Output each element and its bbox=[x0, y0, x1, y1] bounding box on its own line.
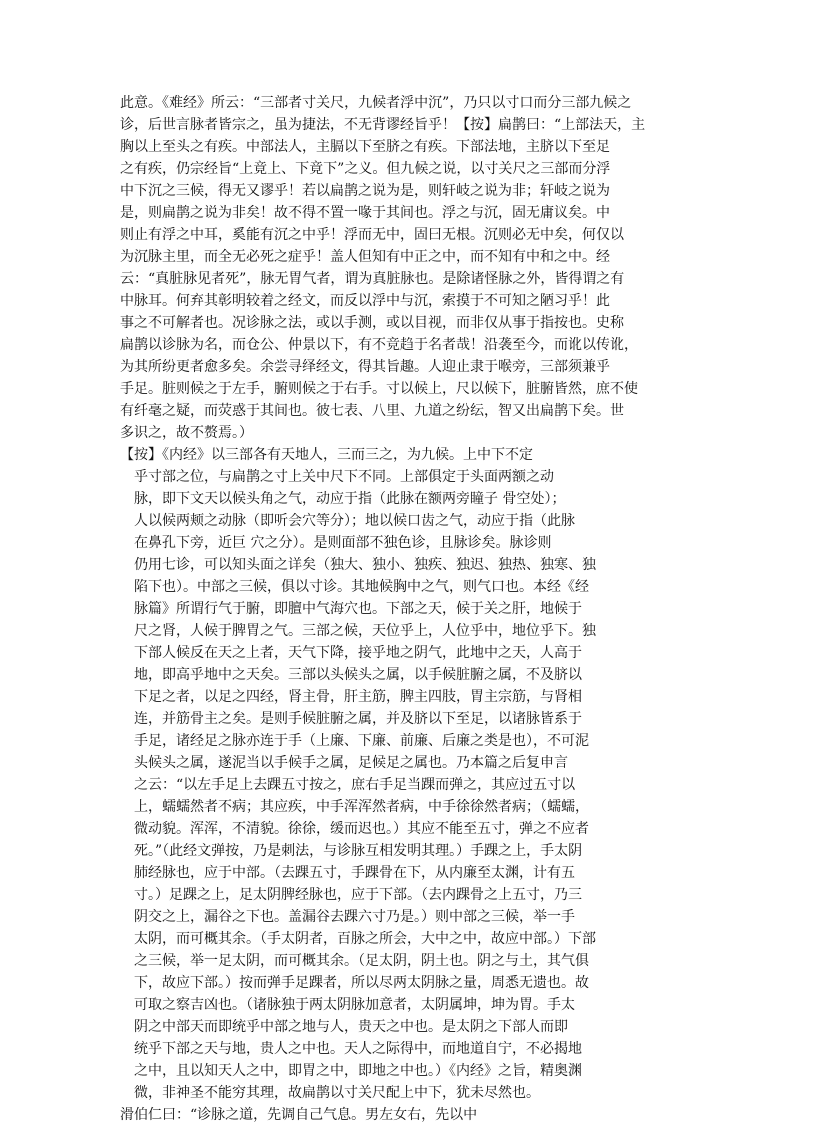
text-line: 扁鹊以诊脉为名，而仓公、仲景以下，有不竞趋于名者哉！沿袭至今，而讹以传讹， bbox=[120, 337, 638, 353]
text-line: 之云：“以左手足上去踝五寸按之，庶右手足当踝而弹之，其应过五寸以 bbox=[134, 777, 576, 793]
text-line: 上，蠕蠕然者不病；其应疾，中手浑浑然者病，中手徐徐然者病；（蠕蠕， bbox=[134, 799, 589, 815]
text-line: 事之不可解者也。况诊脉之法，或以手测，或以目视，而非仅从事于指按也。史称 bbox=[120, 315, 624, 331]
text-line: 脉，即下文天以候头角之气，动应于指（此脉在额两旁瞳子 骨空处）； bbox=[134, 491, 566, 507]
text-line: 连，并筋骨主之矣。是则手候脏腑之属，并及脐以下至足，以诸脉皆系于 bbox=[134, 711, 582, 727]
text-line: 头候头之属，遂泥当以手候手之属，足候足之属也。乃本篇之后复申言 bbox=[134, 755, 568, 771]
text-line: 脉篇》所谓行气于腑，即膻中气海穴也。下部之天，候于关之肝，地候于 bbox=[134, 601, 582, 617]
text-line: 太阴，而可概其余。（手太阴者，百脉之所会，大中之中，故应中部。）下部 bbox=[134, 931, 596, 947]
text-line: 阴之中部天而即统乎中部之地与人，贵天之中也。是太阴之下部人而即 bbox=[134, 1019, 568, 1035]
text-line: 胸以上至头之有疾。中部法人，主膈以下至脐之有疾。下部法地，主脐以下至足 bbox=[120, 139, 610, 155]
text-line: 寸。）足踝之上，足太阴脾经脉也，应于下部。（去内踝骨之上五寸，乃三 bbox=[134, 887, 582, 903]
text-line: 死。”（此经文弹按，乃是刺法，与诊脉互相发明其理。）手踝之上，手太阴 bbox=[134, 843, 583, 859]
text-line: 中下沉之三候，得无又谬乎！若以扁鹊之说为是，则轩岐之说为非；轩岐之说为 bbox=[120, 183, 610, 199]
text-line: 下足之者，以足之四经，肾主骨，肝主筋，脾主四肢，胃主宗筋，与肾相 bbox=[134, 689, 582, 705]
text-line: 手足，诸经足之脉亦连于手（上廉、下廉、前廉、后廉之类是也），不可泥 bbox=[134, 733, 589, 749]
text-line: 为沉脉主里，而全无必死之症乎！盖人但知有中正之中，而不知有中和之中。经 bbox=[120, 249, 610, 265]
text-line: 【按】《内经》以三部各有天地人，三而三之，为九候。上中下不定 bbox=[120, 447, 533, 463]
text-line: 肺经脉也，应于中部。（去踝五寸，手踝骨在下，从内廉至太渊，计有五 bbox=[134, 865, 575, 881]
text-line: 仍用七诊，可以知头面之详矣（独大、独小、独疾、独迟、独热、独寒、独 bbox=[134, 557, 596, 573]
text-line: 人以候两颊之动脉（即听会穴等分）；地以候口齿之气，动应于指（此脉 bbox=[134, 513, 575, 529]
text-line: 为其所纷更者愈多矣。余尝寻绎经文，得其旨趣。人迎止隶于喉旁，三部须兼乎 bbox=[120, 359, 610, 375]
text-line: 微，非神圣不能穷其理，故扁鹊以寸关尺配上中下，犹未尽然也。 bbox=[134, 1085, 540, 1101]
text-line: 地，即高乎地中之天矣。三部以头候头之属，以手候脏腑之属，不及脐以 bbox=[134, 667, 582, 683]
text-line: 微动貌。浑浑，不清貌。徐徐，缓而迟也。）其应不能至五寸，弹之不应者 bbox=[134, 821, 589, 837]
text-line: 则止有浮之中耳，奚能有沉之中乎！浮而无中，固曰无根。沉则必无中矣，何仅以 bbox=[120, 227, 624, 243]
text-line: 下部人候反在天之上者，天气下降，接乎地之阴气，此地中之天，人高于 bbox=[134, 645, 582, 661]
text-line: 可取之察吉凶也。（诸脉独于两太阴脉加意者，太阴属坤，坤为胃。手太 bbox=[134, 997, 575, 1013]
text-line: 之有疾，仍宗经旨“上竟上、下竟下”之义。但九候之说，以寸关尺之三部而分浮 bbox=[120, 161, 611, 177]
text-line: 尺之肾，人候于脾胃之气。三部之候，天位乎上，人位乎中，地位乎下。独 bbox=[134, 623, 596, 639]
text-line: 有纤毫之疑，而荧惑于其间也。彼七表、八里、九道之纷纭，智又出扁鹊下矣。世 bbox=[120, 403, 624, 419]
text-line: 统乎下部之天与地，贵人之中也。天人之际得中，而地道自宁，不必揭地 bbox=[134, 1041, 582, 1057]
text-line: 是，则扁鹊之说为非矣！故不得不置一喙于其间也。浮之与沉，固无庸议矣。中 bbox=[120, 205, 610, 221]
text-line: 乎寸部之位，与扁鹊之寸上关中尺下不同。上部俱定于头面两额之动 bbox=[134, 469, 554, 485]
text-line: 之三候，举一足太阴，而可概其余。（足太阴，阴土也。阴之与土，其气俱 bbox=[134, 953, 589, 969]
document-page bbox=[120, 92, 740, 1126]
text-line: 在鼻孔下旁，近巨 穴之分）。是则面部不独色诊，且脉诊矣。脉诊则 bbox=[134, 535, 552, 551]
text-line: 阴交之上，漏谷之下也。盖漏谷去踝六寸乃是。）则中部之三候，举一手 bbox=[134, 909, 575, 925]
text-line: 下，故应下部。）按而弹手足踝者，所以尽两太阴脉之量，周悉无遗也。故 bbox=[134, 975, 589, 991]
text-line: 滑伯仁曰：“诊脉之道，先调自己气息。男左女右，先以中 bbox=[120, 1107, 478, 1123]
text-line: 陷下也）。中部之三候，俱以寸诊。其地候胸中之气，则气口也。本经《经 bbox=[134, 579, 589, 595]
text-line: 此意。《难经》所云：“三部者寸关尺，九候者浮中沉”，乃只以寸口而分三部九候之 bbox=[120, 95, 632, 111]
text-line: 之中，且以知天人之中，即胃之中，即地之中也。）《内经》之旨，精奥渊 bbox=[134, 1063, 582, 1079]
text-line: 多识之，故不赘焉。） bbox=[120, 425, 253, 441]
text-line: 中脉耳。何弃其彰明较着之经文，而反以浮中与沉，索摸于不可知之陋习乎！此 bbox=[120, 293, 610, 309]
text-line: 云：“真脏脉见者死”，脉无胃气者，谓为真脏脉也。是除诸怪脉之外，皆得谓之有 bbox=[120, 271, 625, 287]
text-line: 手足。脏则候之于左手，腑则候之于右手。寸以候上，尺以候下，脏腑皆然，庶不使 bbox=[120, 381, 638, 397]
text-line: 诊，后世言脉者皆宗之，虽为捷法，不无背谬经旨乎！【按】扁鹊曰：“上部法天，主 bbox=[120, 117, 646, 133]
